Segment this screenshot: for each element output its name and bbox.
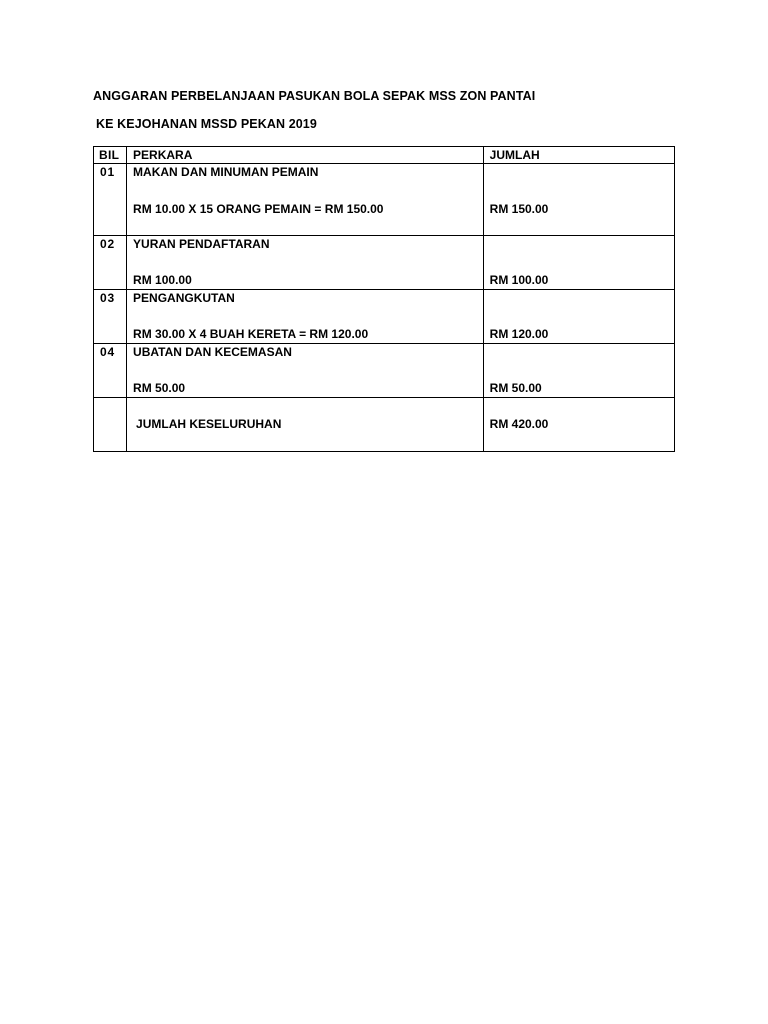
table-row bbox=[94, 236, 675, 290]
total-amount-cell bbox=[483, 398, 674, 452]
perkara-cell bbox=[127, 164, 484, 236]
perkara-cell bbox=[127, 236, 484, 290]
total-amount: RM 420.00 bbox=[489, 417, 549, 431]
item-name: UBATAN DAN KECEMASAN bbox=[133, 345, 292, 359]
item-detail: RM 100.00 bbox=[133, 273, 192, 287]
table-row bbox=[94, 164, 675, 236]
total-row bbox=[94, 398, 675, 452]
item-amount: RM 50.00 bbox=[489, 381, 542, 395]
table-row bbox=[94, 344, 675, 398]
item-detail: RM 10.00 X 15 ORANG PEMAIN = RM 150.00 bbox=[133, 202, 384, 216]
item-amount: RM 100.00 bbox=[489, 273, 549, 287]
bil-cell bbox=[94, 236, 127, 290]
row-number: 02 bbox=[100, 237, 115, 251]
jumlah-cell bbox=[483, 344, 674, 398]
document-title: ANGGARAN PERBELANJAAN PASUKAN BOLA SEPAK MSS ZON PANTAI bbox=[93, 89, 536, 103]
jumlah-cell bbox=[483, 164, 674, 236]
total-label: JUMLAH KESELURUHAN bbox=[136, 417, 282, 431]
bil-cell bbox=[94, 290, 127, 344]
item-detail: RM 30.00 X 4 BUAH KERETA = RM 120.00 bbox=[133, 327, 369, 341]
jumlah-cell bbox=[483, 290, 674, 344]
bil-cell-empty bbox=[94, 398, 127, 452]
document-subtitle: KE KEJOHANAN MSSD PEKAN 2019 bbox=[96, 117, 317, 131]
header-jumlah-label: JUMLAH bbox=[489, 148, 540, 162]
total-label-cell bbox=[127, 398, 484, 452]
bil-cell bbox=[94, 344, 127, 398]
item-name: YURAN PENDAFTARAN bbox=[133, 237, 270, 251]
item-name: MAKAN DAN MINUMAN PEMAIN bbox=[133, 165, 319, 179]
bil-cell bbox=[94, 164, 127, 236]
header-bil-label: BIL bbox=[99, 148, 120, 162]
item-amount: RM 120.00 bbox=[489, 327, 549, 341]
row-number: 04 bbox=[100, 345, 115, 359]
item-name: PENGANGKUTAN bbox=[133, 291, 235, 305]
item-detail: RM 50.00 bbox=[133, 381, 186, 395]
perkara-cell bbox=[127, 290, 484, 344]
perkara-cell bbox=[127, 344, 484, 398]
header-cell-perkara bbox=[127, 147, 484, 164]
header-perkara-label: PERKARA bbox=[133, 148, 193, 162]
budget-table bbox=[93, 146, 675, 452]
table-header-row bbox=[94, 147, 675, 164]
row-number: 03 bbox=[100, 291, 115, 305]
item-amount: RM 150.00 bbox=[489, 202, 549, 216]
row-number: 01 bbox=[100, 165, 115, 179]
jumlah-cell bbox=[483, 236, 674, 290]
table-row bbox=[94, 290, 675, 344]
header-cell-jumlah bbox=[483, 147, 674, 164]
header-cell-bil bbox=[94, 147, 127, 164]
